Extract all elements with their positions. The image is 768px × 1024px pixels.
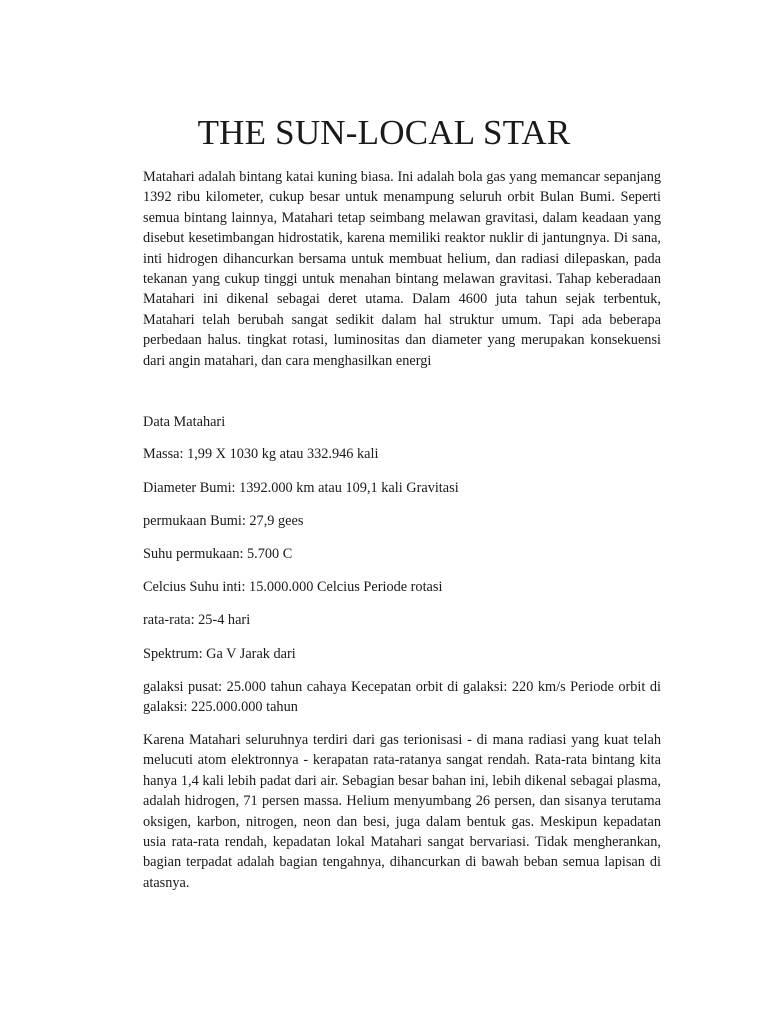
intro-paragraph: Matahari adalah bintang katai kuning biasa. Ini adalah bola gas yang memancar sepanjang 1392 ribu kilometer, cukup besar untuk menampung seluruh orbit Bulan Bumi. Seperti semua bintang lainnya, Matahari tetap seimbang melawan gravitasi, dalam keadaan yang disebut kesetimbangan hidrostatik, karena memiliki reaktor nuklir di jantungnya. Di sana, inti hidrogen dihancurkan bersama untuk membuat helium, dan radiasi dilepaskan, pada tekanan yang cukup tinggi untuk menahan bintang melawan gravitasi. Tahap keberadaan Matahari ini dikenal sebagai deret utama. Dalam 4600 juta tahun sejak terbentuk, Matahari telah berubah sangat sedikit dalam hal struktur umum. Tapi ada beberapa perbedaan halus. tingkat rotasi, luminositas dan diameter yang merupakan konsekuensi dari angin matahari, dan cara menghasilkan energi xyxy=(143,169,661,369)
data-line-surface-gravity: permukaan Bumi: 27,9 gees xyxy=(143,513,304,529)
closing-paragraph: Karena Matahari seluruhnya terdiri dari gas terionisasi - di mana radiasi yang kuat telah melucuti atom elektronnya - kerapatan rata-ratanya sangat rendah. Rata-rata bintang kita hanya 1,4 kali lebih padat dari air. Sebagian besar bahan ini, lebih dikenal sebagai plasma, adalah hidrogen, 71 persen massa. Helium menyumbang 26 persen, dan sisanya terutama oksigen, karbon, nitrogen, neon dan besi, juga dalam bentuk gas. Meskipun kepadatan usia rata-rata rendah, kepadatan lokal Matahari sangat bervariasi. Tidak mengherankan, bagian terpadat adalah bagian tengahnya, dihancurkan di bawah beban semua lapisan di atasnya. xyxy=(143,732,661,891)
data-line-core-temperature: Celcius Suhu inti: 15.000.000 Celcius Periode rotasi xyxy=(143,579,443,595)
data-line-rotation: rata-rata: 25-4 hari xyxy=(143,612,251,628)
data-line-mass: Massa: 1,99 X 1030 kg atau 332.946 kali xyxy=(143,446,379,462)
data-line-galactic-orbit: galaksi pusat: 25.000 tahun cahaya Kecepatan orbit di galaksi: 220 km/s Periode orbit di galaksi: 225.000.000 tahun xyxy=(143,679,661,716)
data-heading: Data Matahari xyxy=(143,414,226,430)
data-line-diameter: Diameter Bumi: 1392.000 km atau 109,1 kali Gravitasi xyxy=(143,480,459,496)
page-title: THE SUN-LOCAL STAR xyxy=(197,113,571,152)
data-line-surface-temperature: Suhu permukaan: 5.700 C xyxy=(143,546,293,562)
data-line-spectrum: Spektrum: Ga V Jarak dari xyxy=(143,646,296,662)
